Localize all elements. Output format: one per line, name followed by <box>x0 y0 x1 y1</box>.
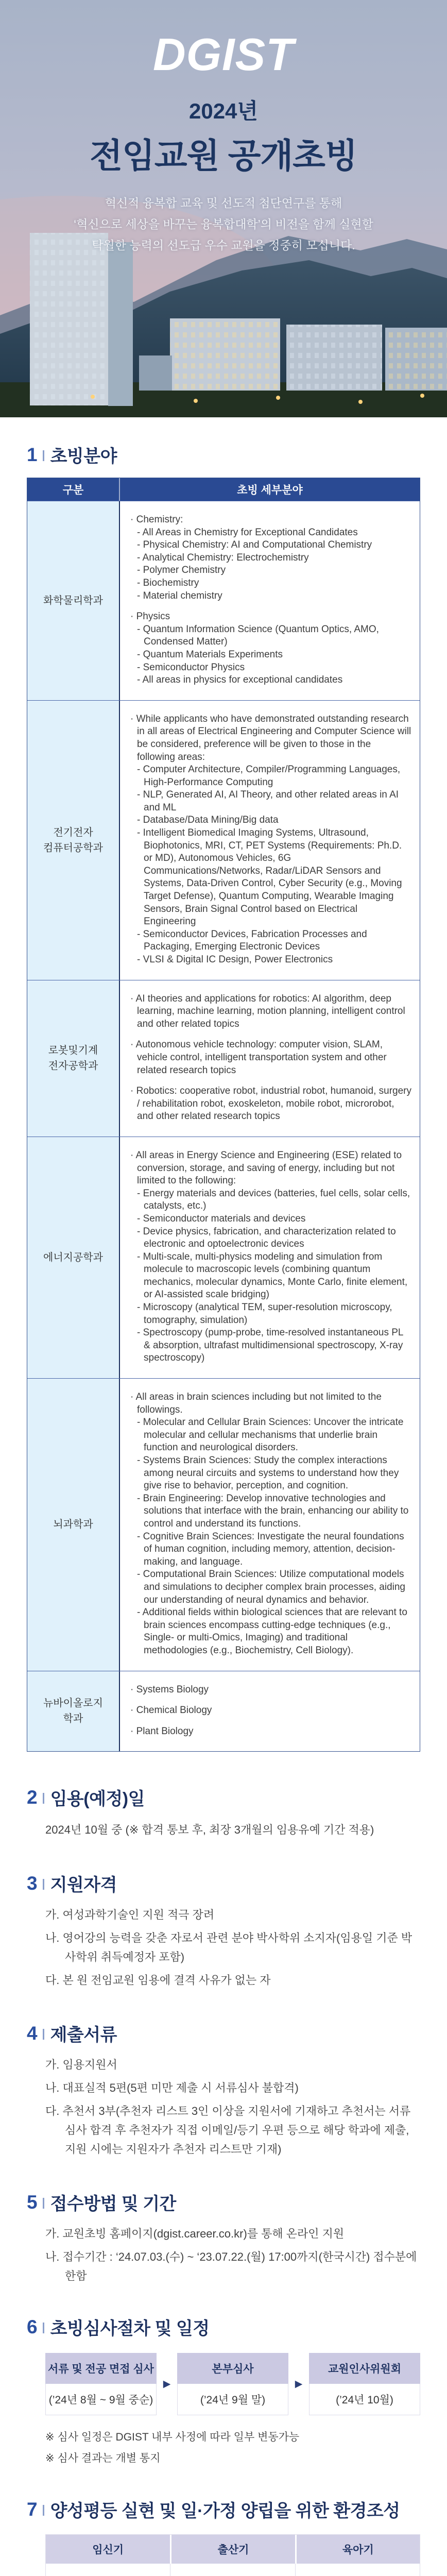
field-item: · Autonomous vehicle technology: computer vision, SLAM, vehicle control, intelligent transportation system and other related research topics <box>130 1039 387 1076</box>
recruit-table-row <box>27 501 420 700</box>
field-item: - All Areas in Chemistry for Exceptional Candidates <box>137 527 358 538</box>
document-list <box>45 2055 420 2159</box>
field-item: - Computer Architecture, Compiler/Programming Languages, High-Performance Computing <box>137 764 401 788</box>
benefit-column-body <box>296 2564 420 2576</box>
field-item: - Energy materials and devices (batteries, fuel cells, solar cells, catalysts, etc.) <box>137 1188 410 1212</box>
benefit-column-header: 임신기 <box>46 2535 170 2564</box>
document-item: 나. 대표실적 5편(5편 미만 제출 시 서류심사 불합격) <box>45 2081 299 2095</box>
subtitle-line: ‘혁신으로 세상을 바꾸는 융복합대학’의 비전을 함께 실현할 <box>74 217 373 231</box>
field-item: · Physics <box>130 611 170 622</box>
benefit-item <box>304 2575 412 2576</box>
flow-step-title: 본부심사 <box>177 2353 288 2384</box>
field-item: · While applicants who have demonstrated outstanding research in all areas of Electrical Engineering and Computer Science will be considered, preference will be given to those in the following areas: <box>130 713 411 762</box>
detail-cell <box>120 501 420 700</box>
section-title: 초빙심사절차 및 일정 <box>50 2319 210 2339</box>
field-item: - All areas in physics for exceptional candidates <box>137 674 343 686</box>
flow-step <box>45 2353 157 2415</box>
field-item: · All areas in Energy Science and Engineering (ESE) related to conversion, storage, and saving of energy, including but not limited to the following: <box>130 1149 402 1187</box>
section-qualifications <box>27 1871 420 1990</box>
section-heading <box>27 442 420 467</box>
section-heading <box>27 2497 420 2522</box>
section-application <box>27 2190 420 2285</box>
dept-name-line: 전자공학과 <box>48 1060 98 1072</box>
appointment-date-text: 2024년 10월 중 (※ 합격 통보 후, 최장 3개월의 임용유예 기간 적용) <box>45 1823 374 1837</box>
dept-name-line: 전기전자 <box>53 826 93 838</box>
dept-name-line: 컴퓨터공학과 <box>43 842 103 854</box>
benefit-column-body <box>46 2564 170 2576</box>
dept-name-line: 학과 <box>63 1713 83 1725</box>
field-item: - Microscopy (analytical TEM, super-resolution microscopy, tomography, simulation) <box>137 1302 392 1326</box>
field-item: - Cognitive Brain Sciences: Investigate the neural foundations of human cognition, including memory, attention, decision-making, and language. <box>137 1531 404 1567</box>
benefit-column-header: 육아기 <box>295 2535 420 2564</box>
section-number: 4 <box>27 2022 38 2044</box>
hero-subtitle <box>0 193 447 256</box>
field-item: - Quantum Information Science (Quantum Optics, AMO, Condensed Matter) <box>137 623 379 648</box>
subtitle-line: 혁신적 융복합 교육 및 선도적 첨단연구를 통해 <box>105 196 342 210</box>
flow-step-title: 서류 및 전공 면접 심사 <box>45 2353 157 2384</box>
dept-cell <box>27 501 120 700</box>
arrow-right-icon: ▶ <box>163 2379 171 2390</box>
benefit-column-body <box>170 2564 295 2576</box>
benefit-column <box>45 2534 170 2576</box>
section-title: 양성평등 실현 및 일·가정 양립을 위한 환경조성 <box>50 2501 400 2521</box>
dept-cell <box>27 701 120 980</box>
heading-divider <box>43 2029 44 2040</box>
subtitle-line: 탁월한 능력의 선도급 우수 교원을 정중히 모십니다. <box>92 238 355 252</box>
field-item: - Brain Engineering: Develop innovative technologies and solutions that interface with the brain, enhancing our ability to control and understand its functions. <box>137 1493 409 1529</box>
heading-divider <box>43 2505 44 2516</box>
field-item: - Computational Brain Sciences: Utilize computational models and simulations to decipher complex brain processes, aiding our understanding of neural dynamics and behavior. <box>137 1569 405 1605</box>
field-item: - VLSI & Digital IC Design, Power Electronics <box>137 954 333 965</box>
section-number: 6 <box>27 2316 38 2337</box>
section-title: 접수방법 및 기간 <box>50 2194 176 2214</box>
application-list <box>45 2224 420 2285</box>
section-recruit-fields <box>27 442 420 1752</box>
dept-cell <box>27 1379 120 1670</box>
field-item: · Robotics: cooperative robot, industrial robot, humanoid, surgery / rehabilitation robot, exoskeleton, mobile robot, microrobot, and other related research topics <box>130 1086 411 1122</box>
flow-step <box>309 2353 420 2415</box>
detail-cell <box>120 1137 420 1378</box>
recruit-table-row <box>27 700 420 980</box>
document-item: 가. 임용지원서 <box>45 2058 117 2072</box>
field-item: - Physical Chemistry: AI and Computational Chemistry <box>137 539 372 551</box>
field-item: - Analytical Chemistry: Electrochemistry <box>137 552 309 563</box>
field-item: - Biochemistry <box>137 577 199 588</box>
detail-cell <box>120 1671 420 1752</box>
field-item: · Chemical Biology <box>130 1705 212 1716</box>
field-item: · Plant Biology <box>130 1725 194 1737</box>
recruit-table-row <box>27 980 420 1137</box>
page-title: 전임교원 공개초빙 <box>90 136 357 175</box>
section-appointment-date <box>27 1785 420 1840</box>
field-item: - Additional fields within biological sciences that are relevant to brain sciences encompass cutting-edge techniques (e.g., Single- or multi-Omics, Imaging) and traditional methodologies (e.g., Biochemistry, Cell Biology). <box>137 1607 407 1656</box>
dept-cell <box>27 1671 120 1752</box>
dept-name-line: 뉴바이올로지 <box>43 1698 103 1709</box>
section-work-life <box>27 2497 420 2576</box>
detail-cell <box>120 980 420 1137</box>
dgist-logo: DGIST <box>153 29 294 80</box>
application-item: 나. 접수기간 : ‘24.07.03.(수) ~ ‘23.07.22.(월) 17:00까지(한국시간) 접수분에 한함 <box>45 2250 417 2283</box>
flow-step-date: (’24년 10월) <box>309 2384 420 2415</box>
section-title: 초빙분야 <box>50 447 117 466</box>
section-heading <box>27 2190 420 2215</box>
section-title: 제출서류 <box>50 2025 117 2045</box>
field-item: - Semiconductor materials and devices <box>137 1213 306 1224</box>
heading-divider <box>43 450 44 461</box>
benefit-item <box>179 2575 287 2576</box>
qualification-item: 가. 여성과학기술인 지원 적극 장려 <box>45 1908 215 1922</box>
recruit-table-row <box>27 1378 420 1670</box>
benefit-column <box>296 2534 420 2576</box>
dept-name-line: 에너지공학과 <box>43 1251 103 1263</box>
section-number: 7 <box>27 2498 38 2520</box>
heading-divider <box>43 2198 44 2209</box>
document-item: 다. 추천서 3부(추천자 리스트 3인 이상을 지원서에 기재하고 추천서는 서류심사 합격 후 추천자가 직접 이메일/등기 우편 등으로 해당 학과에 제출, 지원 시에는 지원자가 추천자 리스트만 기재) <box>45 2105 411 2156</box>
field-item: - Intelligent Biomedical Imaging Systems, Ultrasound, Biophotonics, MRI, CT, PET Systems (Requirements: Ph.D. or MD), Autonomous Vehicles, 6G Communications/Networks, Radar/LiDAR Sensors and Systems, Data-Driven Control, Cyber Security (e.g., Moving Target Defense), Quantum Computing, Wearable Imaging Sensors, Brain Signal Control based on Electrical Engineering <box>137 827 402 927</box>
section-review-schedule <box>27 2314 420 2468</box>
recruit-table-header <box>27 478 420 501</box>
heading-divider <box>43 1879 44 1890</box>
field-item: - Semiconductor Devices, Fabrication Processes and Packaging, Emerging Electronic Devices <box>137 928 367 953</box>
recruit-table-row <box>27 1671 420 1752</box>
field-item: - Multi-scale, multi-physics modeling and simulation from molecule to macroscopic levels (combining quantum mechanics, molecular dynamics, Monte Carlo, finite element, or AI-assisted scale bridging) <box>137 1251 408 1300</box>
qualification-list <box>45 1905 420 1990</box>
column-header-dept: 구분 <box>27 478 120 501</box>
section-title: 임용(예정)일 <box>50 1789 145 1809</box>
field-item: - NLP, Generated AI, AI Theory, and other related areas in AI and ML <box>137 789 399 813</box>
flow-steps <box>45 2353 420 2415</box>
application-item: 가. 교원초빙 홈페이지(dgist.career.co.kr)를 통해 온라인 지원 <box>45 2227 345 2241</box>
detail-cell <box>120 701 420 980</box>
section-heading <box>27 2314 420 2340</box>
qualification-item: 다. 본 원 전임교원 임용에 결격 사유가 없는 자 <box>45 1974 271 1987</box>
field-item: · Systems Biology <box>130 1684 209 1695</box>
recruit-table-row <box>27 1137 420 1378</box>
schedule-note: ※ 심사 일정은 DGIST 내부 사정에 따라 일부 변동가능 <box>45 2431 300 2444</box>
dept-name-line: 뇌과학과 <box>53 1519 93 1531</box>
qualification-item: 나. 영어강의 능력을 갖춘 자로서 관련 분야 박사학위 소지자(임용일 기준 박사학위 취득예정자 포함) <box>45 1931 412 1964</box>
section-title: 지원자격 <box>50 1875 117 1895</box>
section-heading <box>27 1785 420 1810</box>
heading-divider <box>43 1793 44 1804</box>
flow-step-title: 교원인사위원회 <box>309 2353 420 2384</box>
flow-step-date: (’24년 9월 말) <box>177 2384 288 2415</box>
field-item: - Material chemistry <box>137 590 222 601</box>
heading-divider <box>43 2323 44 2333</box>
dept-cell <box>27 1137 120 1378</box>
field-item: - Polymer Chemistry <box>137 565 226 576</box>
section-number: 5 <box>27 2191 38 2213</box>
detail-cell <box>120 1379 420 1670</box>
hero-header <box>0 0 447 417</box>
section-documents <box>27 2021 420 2159</box>
benefit-table <box>45 2534 420 2576</box>
field-item: - Quantum Materials Experiments <box>137 649 283 660</box>
section-number: 3 <box>27 1872 38 1894</box>
dept-cell <box>27 980 120 1137</box>
benefit-column-header: 출산기 <box>170 2535 295 2564</box>
field-item: - Semiconductor Physics <box>137 662 245 673</box>
section-number: 2 <box>27 1786 38 1808</box>
recruit-table-rows <box>27 501 420 1751</box>
section-heading <box>27 2021 420 2046</box>
arrow-right-icon: ▶ <box>295 2379 303 2390</box>
field-item: - Molecular and Cellular Brain Sciences: Uncover the intricate molecular and cellular mechanisms that underlie brain function and neurological disorders. <box>137 1417 404 1453</box>
schedule-note: ※ 심사 결과는 개별 통지 <box>45 2452 161 2465</box>
benefit-item <box>54 2575 163 2576</box>
field-item: - Database/Data Mining/Big data <box>137 815 279 826</box>
flow-step <box>177 2353 288 2415</box>
section-heading <box>27 1871 420 1896</box>
benefit-column <box>170 2534 295 2576</box>
recruit-table <box>27 478 420 1752</box>
field-item: · Chemistry: <box>130 514 183 525</box>
field-item: · AI theories and applications for robotics: AI algorithm, deep learning, machine learning, motion planning, intelligent control and other related topics <box>130 993 405 1029</box>
year-title: 2024년 <box>188 98 258 123</box>
field-item: - Device physics, fabrication, and characterization related to electronic and optoelectronic devices <box>137 1226 396 1250</box>
flow-step-date: (’24년 8월 ~ 9월 중순) <box>45 2384 157 2415</box>
dept-name-line: 화학물리학과 <box>43 595 103 606</box>
field-item: - Spectroscopy (pump-probe, time-resolved instantaneous PL & absorption, ultrafast multidimensional spectroscopy, X-ray spectroscopy) <box>137 1327 403 1364</box>
dept-name-line: 로봇및기계 <box>48 1045 98 1057</box>
field-item: - Systems Brain Sciences: Study the complex interactions among neural circuits and systems to understand how they give rise to behavior, perception, and cognition. <box>137 1455 399 1492</box>
field-item: · All areas in brain sciences including but not limited to the followings. <box>130 1392 382 1415</box>
section-number: 1 <box>27 444 38 465</box>
column-header-fields: 초빙 세부분야 <box>237 484 303 496</box>
schedule-notes <box>45 2428 420 2468</box>
